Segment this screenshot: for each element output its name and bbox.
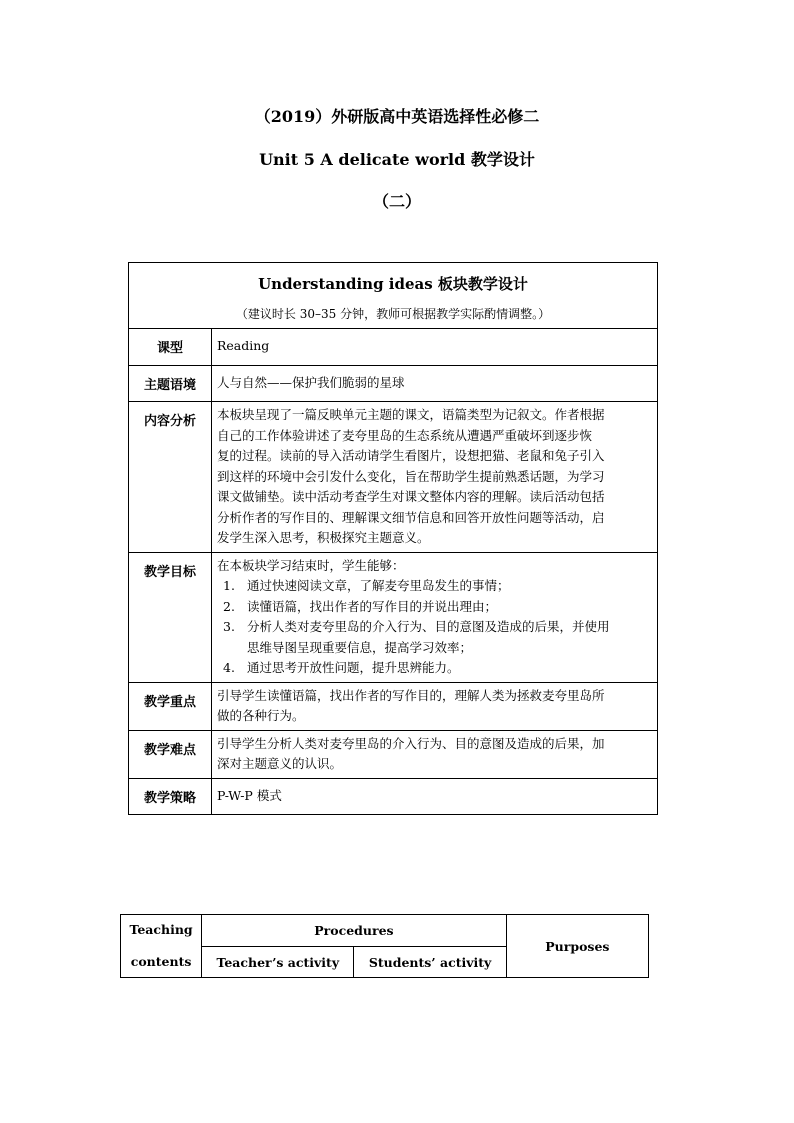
table-row-theme	[129, 365, 658, 402]
analysis-line: 课文做铺垫。读中活动考查学生对课文整体内容的理解。读后活动包括	[217, 489, 605, 504]
value-theme: 人与自然——保护我们脆弱的星球	[212, 365, 658, 402]
key-points-line: 做的各种行为。	[217, 708, 305, 723]
label-objectives: 教学目标	[129, 552, 212, 682]
list-text	[247, 617, 653, 658]
value-difficulties	[212, 730, 658, 778]
label-difficulties: 教学难点	[129, 730, 212, 778]
procedures-header-row	[121, 915, 649, 947]
table-row-difficulties	[129, 730, 658, 778]
analysis-line: 分析作者的写作目的、理解课文细节信息和回答开放性问题等活动，启	[217, 509, 605, 525]
doc-title-line1: （2019）外研版高中英语选择性必修二	[254, 107, 540, 126]
procedures-table	[120, 914, 649, 978]
doc-title-line2: Unit 5 A delicate world 教学设计	[259, 150, 535, 169]
teaching-contents-line1: Teaching	[129, 922, 193, 937]
teaching-contents-header	[121, 915, 202, 978]
procedures-header: Procedures	[202, 915, 507, 947]
table-row-type	[129, 329, 658, 366]
list-item	[217, 597, 653, 618]
list-text: 读懂语篇，找出作者的写作目的并说出理由；	[247, 598, 498, 614]
list-number: 4.	[223, 660, 235, 675]
value-key-points	[212, 682, 658, 730]
list-number: 2.	[223, 598, 235, 614]
list-number: 1.	[223, 578, 235, 593]
table-header-cell	[129, 263, 658, 329]
table-row-strategy	[129, 778, 658, 815]
analysis-line: 本板块呈现了一篇反映单元主题的课文，语篇类型为记叙文。作者根据	[217, 407, 605, 422]
list-item	[217, 576, 653, 597]
value-objectives	[212, 552, 658, 682]
table-header-row	[129, 263, 658, 329]
table-title: Understanding ideas 板块教学设计	[258, 275, 528, 293]
list-text: 通过快速阅读文章，了解麦夸里岛发生的事情；	[247, 578, 510, 593]
analysis-line: 发学生深入思考，积极探究主题意义。	[217, 530, 430, 545]
analysis-line: 复的过程。读前的导入活动请学生看图片，设想把猫、老鼠和兔子引入	[217, 448, 605, 463]
table-row-objectives	[129, 552, 658, 682]
list-text-line: 思维导图呈现重要信息，提高学习效率；	[247, 639, 473, 655]
key-points-line: 引导学生读懂语篇，找出作者的写作目的，理解人类为拯救麦夸里岛所	[217, 687, 605, 703]
label-key-points: 教学重点	[129, 682, 212, 730]
list-number: 3.	[223, 619, 235, 634]
objectives-intro: 在本板块学习结束时，学生能够：	[217, 557, 405, 573]
teaching-contents-line2: contents	[130, 954, 192, 969]
purposes-header: Purposes	[506, 915, 648, 978]
duration-note: （建议时长 30–35 分钟，教师可根据教学实际酌情调整。）	[235, 307, 551, 321]
list-text: 通过思考开放性问题，提升思辨能力。	[247, 660, 460, 675]
value-analysis	[212, 402, 658, 553]
label-type: 课型	[129, 329, 212, 366]
lesson-design-table	[128, 262, 658, 815]
difficulties-line: 深对主题意义的认识。	[217, 756, 343, 771]
list-item	[217, 617, 653, 658]
value-type: Reading	[212, 329, 658, 366]
label-theme: 主题语境	[129, 365, 212, 402]
students-activity-header: Students’ activity	[354, 947, 506, 978]
doc-title-line3: （二）	[372, 192, 421, 211]
list-text-line: 分析人类对麦夸里岛的介入行为、目的意图及造成的后果，并使用	[247, 619, 610, 634]
value-strategy: P-W-P 模式	[212, 778, 658, 815]
label-analysis: 内容分析	[129, 402, 212, 553]
teacher-activity-header: Teacher’s activity	[202, 947, 354, 978]
label-strategy: 教学策略	[129, 778, 212, 815]
difficulties-line: 引导学生分析人类对麦夸里岛的介入行为、目的意图及造成的后果，加	[217, 735, 605, 751]
analysis-line: 到这样的环境中会引发什么变化，旨在帮助学生提前熟悉话题，为学习	[217, 468, 605, 484]
analysis-line: 自己的工作体验讲述了麦夸里岛的生态系统从遭遇严重破坏到逐步恢	[217, 427, 593, 443]
table-row-analysis	[129, 402, 658, 553]
table-row-key-points	[129, 682, 658, 730]
list-item	[217, 658, 653, 679]
